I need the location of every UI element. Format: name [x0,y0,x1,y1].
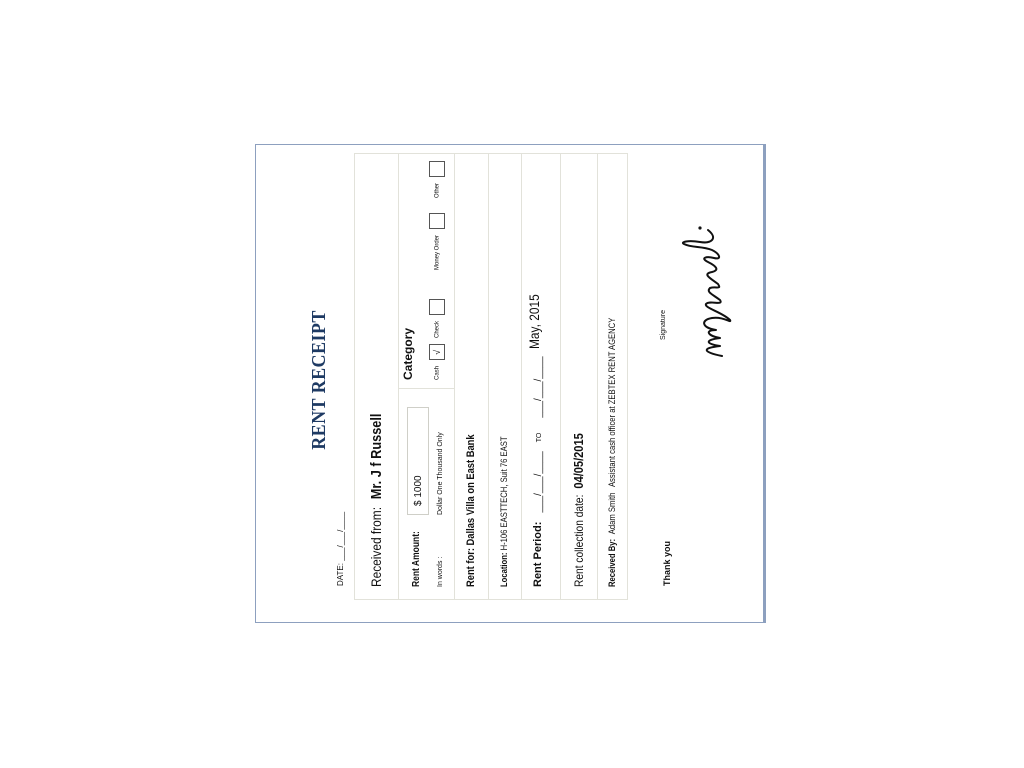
rent-for-row [455,154,489,599]
rent-amount-box: $ 1000 [407,407,429,515]
collection-date-row [561,154,598,599]
rent-receipt-document [310,150,730,610]
received-by-role: Assistant cash officer at ZEBTEX RENT AGENCY [607,317,617,488]
rent-amount-row [399,154,455,599]
received-by-row [598,154,627,599]
thank-you-text: Thank you [662,540,672,586]
received-by-label: Received By: [607,538,617,587]
check-checkbox[interactable] [429,299,445,315]
money-order-label: Money Order [434,234,441,270]
signature-label: Signature [660,310,667,340]
rent-period-to: ___/___/____ [533,356,544,418]
cash-checkbox[interactable]: √ [429,344,445,360]
received-from-row [355,154,399,599]
category-option-money-order [429,213,445,270]
received-by-name: Adam Smith [607,492,617,535]
other-label: Other [434,182,441,198]
handwritten-signature [672,220,742,360]
location-value: H-106 EASTTECH, Suit 76 EAST [499,436,509,551]
rent-for-text: Rent for: Dallas Villa on East Bank [465,434,477,587]
receipt-title: RENT RECEIPT [308,310,330,450]
received-from-name: Mr. J f Russell [368,413,385,500]
rent-period-end: May, 2015 [526,294,542,349]
cash-label: Cash [434,365,441,380]
category-title: Category [401,327,415,380]
rent-period-to-label: TO [536,432,543,443]
in-words-label: In words : [437,556,444,587]
date-field [336,512,345,586]
receipt-form [354,153,628,600]
category-option-other [429,161,445,198]
collection-label: Rent collection date: [572,494,586,587]
received-from-label: Received from: [368,506,384,587]
rent-period-from: ___/___/____ [533,451,544,513]
location-label: Location: [499,552,509,587]
other-checkbox[interactable] [429,161,445,177]
category-option-check [429,299,445,338]
money-order-checkbox[interactable] [429,213,445,229]
category-option-cash [429,344,445,380]
rent-period-row [522,154,561,599]
in-words-value: Dollar One Thousand Only [437,432,444,515]
date-value: ___/___/____ [336,511,345,561]
category-section [399,153,455,389]
date-label: DATE: [336,563,345,586]
rent-period-label: Rent Period: [532,521,544,587]
check-label: Check [434,320,441,338]
location-row [489,154,522,599]
rent-amount-label: Rent Amount: [411,531,422,587]
collection-date: 04/05/2015 [571,433,586,489]
